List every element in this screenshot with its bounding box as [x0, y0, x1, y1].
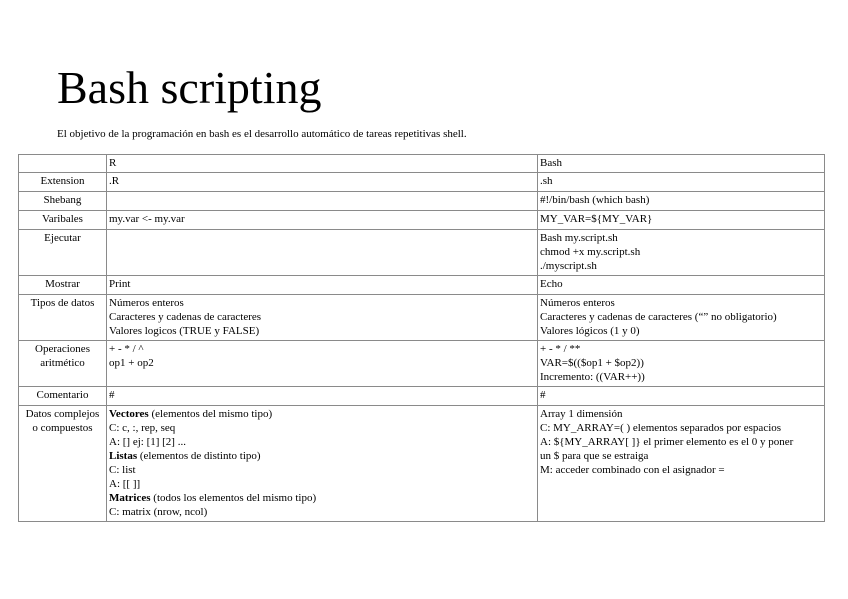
bash-cell-line	[540, 449, 822, 463]
bash-cell	[538, 387, 825, 406]
header-cell-bash: Bash	[538, 155, 825, 173]
table-row	[19, 276, 825, 295]
cell-text: Números enteros	[109, 297, 184, 309]
cell-text: C: matrix (nrow, ncol)	[109, 506, 208, 518]
row-label-cell	[19, 173, 107, 192]
cell-text: A: [] ej: [1] [2] ...	[109, 436, 186, 448]
row-label: Operaciones	[35, 343, 90, 355]
bash-cell-line	[540, 370, 822, 384]
bash-cell	[538, 276, 825, 295]
cell-text: Valores logicos (TRUE y FALSE)	[109, 325, 260, 337]
row-label: Extension	[40, 175, 85, 187]
bash-cell-line	[540, 259, 822, 273]
cell-text: op1 + op2	[109, 357, 154, 369]
cell-text: my.var <- my.var	[109, 213, 185, 225]
cell-text: Incremento: ((VAR++))	[540, 371, 645, 383]
r-cell-line	[109, 324, 535, 338]
row-label: Comentario	[36, 389, 89, 401]
table-row	[19, 192, 825, 211]
bash-cell-line	[540, 231, 822, 245]
r-cell-line	[109, 463, 535, 477]
r-cell	[107, 230, 538, 276]
cell-text: #	[540, 389, 546, 401]
r-cell-line	[109, 435, 535, 449]
bash-cell	[538, 192, 825, 211]
cell-text: (todos los elementos del mismo tipo)	[150, 492, 317, 504]
r-cell-line	[109, 277, 535, 291]
cell-text: un $ para que se estraiga	[540, 450, 649, 462]
cell-text: C: MY_ARRAY=( ) elementos separados por espacios	[540, 422, 782, 434]
bash-cell	[538, 173, 825, 192]
page-subtitle: El objetivo de la programación en bash es el desarrollo automático de tareas repetitivas shell.	[57, 128, 467, 140]
r-cell	[107, 192, 538, 211]
bash-cell	[538, 341, 825, 387]
r-cell	[107, 295, 538, 341]
r-cell-line	[109, 491, 535, 505]
row-label-cell	[19, 406, 107, 522]
bash-cell-line	[540, 277, 822, 291]
table-row	[19, 230, 825, 276]
bash-cell-line	[540, 245, 822, 259]
r-cell-line	[109, 477, 535, 491]
page-title: Bash scripting	[57, 62, 322, 113]
r-cell-line	[109, 421, 535, 435]
row-label: Datos complejos	[25, 408, 100, 420]
r-cell-line	[109, 356, 535, 370]
cell-text: ./myscript.sh	[540, 260, 597, 272]
cell-text: #!/bin/bash (which bash)	[540, 194, 650, 206]
cell-text: + - * / ^	[109, 343, 144, 355]
table-row	[19, 173, 825, 192]
table-header-row	[19, 155, 825, 173]
cell-text: A: ${MY_ARRAY[ ]} el primer elemento es el 0 y poner	[540, 436, 794, 448]
bash-cell-line	[540, 193, 822, 207]
cell-text: .sh	[540, 175, 553, 187]
bash-cell-line	[540, 421, 822, 435]
r-cell-line	[109, 505, 535, 519]
r-cell-line	[109, 407, 535, 421]
cell-text: + - * / **	[540, 343, 581, 355]
cell-text: Caracteres y cadenas de caracteres (“” no obligatorio)	[540, 311, 777, 323]
r-cell	[107, 341, 538, 387]
bash-cell-line	[540, 324, 822, 338]
bash-cell-line	[540, 388, 822, 402]
cell-text: chmod +x my.script.sh	[540, 246, 641, 258]
cell-text: Valores lógicos (1 y 0)	[540, 325, 640, 337]
comparison-table-body	[19, 155, 825, 522]
row-label-cell	[19, 387, 107, 406]
bash-cell-line	[540, 435, 822, 449]
bold-term: Vectores	[109, 408, 149, 420]
row-label-cell	[19, 230, 107, 276]
cell-text: .R	[109, 175, 120, 187]
table-row	[19, 341, 825, 387]
r-cell-line	[109, 296, 535, 310]
cell-text: C: c, :, rep, seq	[109, 422, 176, 434]
bash-cell	[538, 230, 825, 276]
row-label: Ejecutar	[44, 232, 81, 244]
cell-text: (elementos de distinto tipo)	[137, 450, 261, 462]
cell-text: Caracteres y cadenas de caracteres	[109, 311, 262, 323]
r-cell	[107, 276, 538, 295]
bash-cell-line	[540, 463, 822, 477]
row-label-cell	[19, 211, 107, 230]
bash-cell-line	[540, 310, 822, 324]
cell-text: MY_VAR=${MY_VAR}	[540, 213, 653, 225]
bash-cell-line	[540, 356, 822, 370]
bash-cell-line	[540, 212, 822, 226]
cell-text: Bash my.script.sh	[540, 232, 618, 244]
table-row	[19, 295, 825, 341]
bold-term: Listas	[109, 450, 138, 462]
row-label: Tipos de datos	[30, 297, 95, 309]
table-row	[19, 211, 825, 230]
cell-text: A: [[ ]]	[109, 478, 141, 490]
cell-text: (elementos del mismo tipo)	[148, 408, 273, 420]
row-label: Mostrar	[45, 278, 80, 290]
bash-cell	[538, 211, 825, 230]
table-row	[19, 406, 825, 522]
bash-cell-line	[540, 296, 822, 310]
row-label: Varibales	[42, 213, 83, 225]
row-label-cell	[19, 341, 107, 387]
cell-text: Array 1 dimensión	[540, 408, 623, 420]
r-cell-line	[109, 310, 535, 324]
r-cell	[107, 173, 538, 192]
cell-text: Print	[109, 278, 131, 290]
header-cell-r: R	[107, 155, 538, 173]
bash-cell	[538, 406, 825, 522]
r-cell-line	[109, 174, 535, 188]
r-cell-line	[109, 388, 535, 402]
row-label: Shebang	[43, 194, 82, 206]
cell-text: VAR=$(($op1 + $op2))	[540, 357, 644, 369]
bash-cell-line	[540, 342, 822, 356]
r-cell-line	[109, 342, 535, 356]
cell-text: Echo	[540, 278, 563, 290]
row-label: aritmético	[40, 357, 85, 369]
r-cell	[107, 406, 538, 522]
bold-term: Matrices	[109, 492, 151, 504]
row-label-cell	[19, 276, 107, 295]
r-cell-line	[109, 449, 535, 463]
bash-cell	[538, 295, 825, 341]
row-label-cell	[19, 192, 107, 211]
cell-text: M: acceder combinado con el asignador =	[540, 464, 725, 476]
row-label: o compuestos	[32, 422, 93, 434]
bash-cell-line	[540, 174, 822, 188]
cell-text: #	[109, 389, 115, 401]
r-cell	[107, 387, 538, 406]
row-label-cell	[19, 295, 107, 341]
r-cell-line	[109, 212, 535, 226]
bash-cell-line	[540, 407, 822, 421]
table-row	[19, 387, 825, 406]
cell-text: C: list	[109, 464, 136, 476]
cell-text: Números enteros	[540, 297, 615, 309]
r-cell	[107, 211, 538, 230]
header-cell-label	[19, 155, 107, 173]
comparison-table	[18, 154, 825, 522]
